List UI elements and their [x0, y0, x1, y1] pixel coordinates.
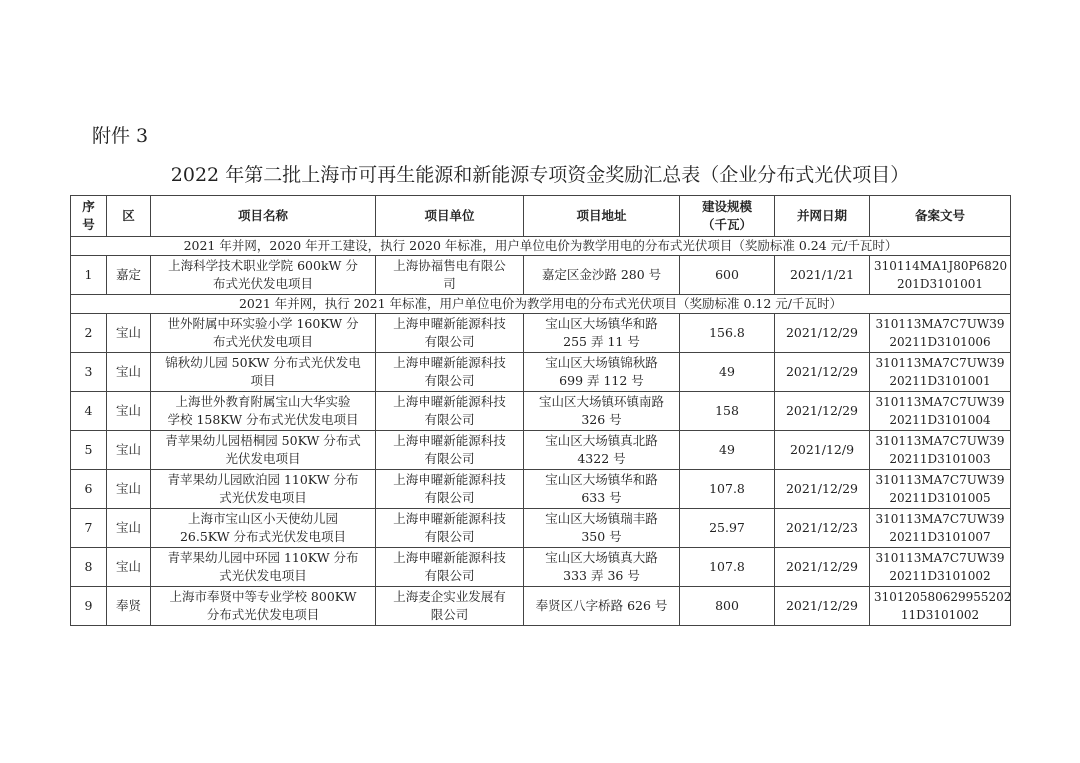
cell-scale — [680, 353, 775, 392]
cell-project-name-text: 世外附属中环实验小学 160KW 分 — [167, 316, 359, 331]
cell-project-unit-text: 有限公司 — [424, 529, 475, 544]
cell-project-name — [151, 392, 376, 431]
cell-district — [107, 353, 151, 392]
cell-project-address — [524, 314, 680, 353]
cell-scale-text: 49 — [719, 364, 735, 379]
cell-project-name — [151, 470, 376, 509]
cell-project-unit — [376, 314, 524, 353]
cell-project-name — [151, 587, 376, 626]
cell-project-unit — [376, 431, 524, 470]
cell-project-name-text: 上海世外教育附属宝山大华实验 — [175, 394, 351, 409]
attachment-label: 附件 3 — [92, 125, 149, 147]
cell-project-address — [524, 587, 680, 626]
cell-filing-number-text: 20211D3101004 — [889, 413, 991, 427]
header-grid-date: 并网日期 — [775, 196, 870, 237]
cell-project-unit-text: 有限公司 — [424, 334, 475, 349]
cell-scale-text: 800 — [715, 598, 739, 613]
cell-project-unit-text: 上海申曜新能源科技 — [393, 394, 506, 409]
cell-project-unit — [376, 353, 524, 392]
cell-project-address-text: 宝山区大场镇华和路 — [545, 316, 658, 331]
cell-scale-text: 156.8 — [709, 325, 745, 340]
cell-filing-number — [870, 587, 1011, 626]
cell-project-unit-text: 上海申曜新能源科技 — [393, 550, 506, 565]
cell-scale-text: 158 — [715, 403, 739, 418]
header-district: 区 — [107, 196, 151, 237]
cell-project-name — [151, 548, 376, 587]
cell-filing-number-text: 310113MA7C7UW39 — [875, 356, 1005, 370]
table-row — [71, 256, 1011, 295]
cell-project-address — [524, 431, 680, 470]
cell-project-name-text: 式光伏发电项目 — [219, 568, 307, 583]
cell-filing-number-text: 11D3101002 — [900, 608, 980, 622]
cell-district-text: 宝山 — [115, 442, 141, 457]
cell-filing-number-text: 201D3101001 — [897, 277, 983, 291]
cell-project-unit-text: 上海麦企实业发展有 — [393, 589, 506, 604]
cell-filing-number-text: 310120580629955202 — [874, 590, 1012, 604]
cell-project-unit-text: 有限公司 — [424, 412, 475, 427]
cell-district-text: 奉贤 — [115, 598, 141, 613]
cell-grid-date — [775, 548, 870, 587]
cell-seq — [71, 587, 107, 626]
cell-project-address — [524, 470, 680, 509]
cell-filing-number-text: 20211D3101006 — [889, 335, 991, 349]
cell-project-name — [151, 353, 376, 392]
cell-scale-text: 107.8 — [709, 559, 745, 574]
cell-seq — [71, 548, 107, 587]
cell-seq-text: 6 — [84, 481, 93, 496]
summary-table — [70, 195, 1011, 626]
cell-project-name-text: 锦秋幼儿园 50KW 分布式光伏发电 — [165, 355, 361, 370]
cell-project-unit-text: 有限公司 — [424, 490, 475, 505]
cell-project-unit — [376, 256, 524, 295]
cell-district — [107, 470, 151, 509]
cell-project-address-text: 699 弄 112 号 — [559, 373, 644, 388]
cell-scale-text: 25.97 — [709, 520, 745, 535]
cell-scale — [680, 431, 775, 470]
cell-filing-number — [870, 392, 1011, 431]
cell-filing-number-text: 310114MA1J80P6820 — [874, 259, 1008, 273]
cell-project-address-text: 宝山区大场镇环镇南路 — [538, 394, 664, 409]
cell-filing-number — [870, 548, 1011, 587]
cell-project-name-text: 式光伏发电项目 — [219, 490, 307, 505]
cell-scale — [680, 256, 775, 295]
cell-scale — [680, 314, 775, 353]
cell-project-address-text: 326 号 — [581, 412, 622, 427]
cell-project-address — [524, 353, 680, 392]
cell-filing-number-text: 310113MA7C7UW39 — [875, 512, 1005, 526]
cell-grid-date-text: 2021/12/29 — [785, 364, 859, 379]
table-row — [71, 314, 1011, 353]
cell-seq-text: 2 — [84, 325, 93, 340]
table-row — [71, 353, 1011, 392]
cell-project-address-text: 宝山区大场镇华和路 — [545, 472, 658, 487]
cell-project-name-text: 布式光伏发电项目 — [212, 276, 313, 291]
cell-project-name-text: 项目 — [250, 373, 276, 388]
cell-project-address-text: 宝山区大场镇锦秋路 — [545, 355, 658, 370]
cell-project-name — [151, 431, 376, 470]
cell-district-text: 宝山 — [115, 364, 141, 379]
cell-project-name-text: 青苹果幼儿园中环园 110KW 分布 — [167, 550, 359, 565]
cell-grid-date-text: 2021/12/29 — [785, 598, 859, 613]
cell-filing-number-text: 310113MA7C7UW39 — [875, 473, 1005, 487]
cell-project-address — [524, 509, 680, 548]
cell-district — [107, 587, 151, 626]
cell-seq-text: 4 — [84, 403, 93, 418]
cell-district-text: 宝山 — [115, 481, 141, 496]
cell-project-name-text: 分布式光伏发电项目 — [206, 607, 320, 622]
cell-district-text: 宝山 — [115, 520, 141, 535]
cell-project-unit — [376, 509, 524, 548]
cell-filing-number — [870, 353, 1011, 392]
table-row — [71, 587, 1011, 626]
cell-project-unit — [376, 587, 524, 626]
cell-scale — [680, 587, 775, 626]
cell-seq-text: 9 — [84, 598, 93, 613]
header-filing-number: 备案文号 — [870, 196, 1011, 237]
cell-seq-text: 5 — [84, 442, 93, 457]
cell-project-unit-text: 有限公司 — [424, 373, 475, 388]
cell-grid-date — [775, 256, 870, 295]
header-project-address: 项目地址 — [524, 196, 680, 237]
cell-grid-date — [775, 353, 870, 392]
cell-project-unit-text: 限公司 — [430, 607, 469, 622]
table-row — [71, 431, 1011, 470]
section-heading: 2021 年并网，2020 年开工建设，执行 2020 年标准，用户单位电价为教学用电的分布式光伏项目（奖励标准 0.24 元/千瓦时） — [71, 237, 1011, 256]
cell-project-unit-text: 司 — [443, 276, 456, 291]
cell-project-name-text: 上海市宝山区小天使幼儿园 — [187, 511, 338, 526]
cell-project-name — [151, 256, 376, 295]
cell-project-unit-text: 上海申曜新能源科技 — [393, 355, 506, 370]
cell-project-name-text: 青苹果幼儿园欧泊园 110KW 分布 — [167, 472, 359, 487]
cell-project-address-text: 嘉定区金沙路 280 号 — [541, 267, 662, 282]
cell-project-unit — [376, 392, 524, 431]
cell-filing-number-text: 310113MA7C7UW39 — [875, 395, 1005, 409]
cell-grid-date-text: 2021/12/29 — [785, 325, 859, 340]
cell-project-address-text: 宝山区大场镇真北路 — [545, 433, 658, 448]
cell-filing-number — [870, 509, 1011, 548]
cell-project-unit-text: 上海协福售电有限公 — [393, 258, 506, 273]
cell-grid-date — [775, 509, 870, 548]
cell-district-text: 宝山 — [115, 325, 141, 340]
cell-project-name-text: 上海市奉贤中等专业学校 800KW — [169, 589, 357, 604]
section-row-2021 — [71, 295, 1011, 314]
cell-district-text: 嘉定 — [115, 267, 141, 282]
cell-project-address-text: 333 弄 36 号 — [563, 568, 640, 583]
cell-grid-date-text: 2021/1/21 — [789, 267, 855, 282]
cell-project-address-text: 4322 号 — [577, 451, 626, 466]
header-seq — [71, 196, 107, 237]
cell-filing-number — [870, 314, 1011, 353]
cell-district-text: 宝山 — [115, 559, 141, 574]
cell-filing-number — [870, 256, 1011, 295]
cell-seq-text: 8 — [84, 559, 93, 574]
cell-scale-text: 600 — [715, 267, 739, 282]
cell-district-text: 宝山 — [115, 403, 141, 418]
table-row — [71, 548, 1011, 587]
cell-seq-text: 7 — [84, 520, 93, 535]
cell-filing-number-text: 20211D3101007 — [889, 530, 991, 544]
document-title: 2022 年第二批上海市可再生能源和新能源专项资金奖励汇总表（企业分布式光伏项目） — [170, 164, 910, 186]
header-project-unit: 项目单位 — [376, 196, 524, 237]
cell-filing-number — [870, 470, 1011, 509]
header-scale — [680, 196, 775, 237]
cell-project-unit-text: 有限公司 — [424, 451, 475, 466]
cell-grid-date-text: 2021/12/29 — [785, 481, 859, 496]
cell-project-name-text: 学校 158KW 分布式光伏发电项目 — [167, 412, 359, 427]
cell-grid-date — [775, 314, 870, 353]
cell-project-unit — [376, 470, 524, 509]
cell-project-name-text: 青苹果幼儿园梧桐园 50KW 分布式 — [165, 433, 361, 448]
cell-scale — [680, 509, 775, 548]
cell-project-address — [524, 392, 680, 431]
cell-district — [107, 256, 151, 295]
cell-project-unit — [376, 548, 524, 587]
cell-project-address-text: 宝山区大场镇真大路 — [545, 550, 658, 565]
cell-project-address — [524, 256, 680, 295]
cell-project-address-text: 633 号 — [581, 490, 622, 505]
cell-project-address-text: 255 弄 11 号 — [563, 334, 640, 349]
cell-project-address-text: 350 号 — [581, 529, 622, 544]
cell-grid-date-text: 2021/12/9 — [789, 442, 855, 457]
header-seq-line: 序 — [82, 199, 95, 214]
cell-filing-number-text: 310113MA7C7UW39 — [875, 317, 1005, 331]
cell-grid-date — [775, 392, 870, 431]
cell-project-name — [151, 509, 376, 548]
cell-filing-number-text: 20211D3101002 — [889, 569, 991, 583]
cell-seq — [71, 314, 107, 353]
cell-scale-text: 107.8 — [709, 481, 745, 496]
cell-project-name-text: 光伏发电项目 — [225, 451, 301, 466]
cell-grid-date-text: 2021/12/29 — [785, 403, 859, 418]
header-project-name: 项目名称 — [151, 196, 376, 237]
cell-filing-number-text: 20211D3101003 — [889, 452, 991, 466]
table-header-row — [71, 196, 1011, 237]
table-row — [71, 392, 1011, 431]
section-row-2020 — [71, 237, 1011, 256]
cell-project-unit-text: 有限公司 — [424, 568, 475, 583]
cell-seq — [71, 353, 107, 392]
cell-project-unit-text: 上海申曜新能源科技 — [393, 316, 506, 331]
cell-seq — [71, 256, 107, 295]
cell-scale — [680, 470, 775, 509]
cell-project-name-text: 上海科学技术职业学院 600kW 分 — [168, 258, 358, 273]
cell-project-name-text: 布式光伏发电项目 — [212, 334, 313, 349]
cell-grid-date — [775, 470, 870, 509]
cell-district — [107, 392, 151, 431]
cell-filing-number-text: 310113MA7C7UW39 — [875, 551, 1005, 565]
cell-seq-text: 3 — [84, 364, 93, 379]
cell-grid-date-text: 2021/12/29 — [785, 559, 859, 574]
cell-project-address-text: 宝山区大场镇瑞丰路 — [545, 511, 658, 526]
cell-scale — [680, 548, 775, 587]
cell-district — [107, 314, 151, 353]
cell-project-unit-text: 上海申曜新能源科技 — [393, 472, 506, 487]
cell-grid-date-text: 2021/12/23 — [785, 520, 859, 535]
header-seq-line: 号 — [82, 217, 95, 232]
cell-district — [107, 509, 151, 548]
cell-filing-number-text: 20211D3101005 — [889, 491, 991, 505]
cell-scale — [680, 392, 775, 431]
table-row — [71, 470, 1011, 509]
cell-district — [107, 431, 151, 470]
cell-seq — [71, 509, 107, 548]
cell-project-address-text: 奉贤区八字桥路 626 号 — [535, 598, 668, 613]
header-scale-line: （千瓦） — [701, 217, 752, 232]
section-heading: 2021 年并网，执行 2021 年标准，用户单位电价为教学用电的分布式光伏项目（奖励标准 0.12 元/千瓦时） — [71, 295, 1011, 314]
cell-project-unit-text: 上海申曜新能源科技 — [393, 433, 506, 448]
cell-district — [107, 548, 151, 587]
cell-seq — [71, 392, 107, 431]
cell-filing-number-text: 310113MA7C7UW39 — [875, 434, 1005, 448]
cell-project-address — [524, 548, 680, 587]
cell-grid-date — [775, 587, 870, 626]
cell-seq — [71, 470, 107, 509]
cell-filing-number-text: 20211D3101001 — [889, 374, 991, 388]
table-row — [71, 509, 1011, 548]
cell-filing-number — [870, 431, 1011, 470]
header-scale-line: 建设规模 — [701, 199, 752, 214]
cell-project-name — [151, 314, 376, 353]
cell-project-unit-text: 上海申曜新能源科技 — [393, 511, 506, 526]
cell-seq-text: 1 — [84, 267, 93, 282]
cell-grid-date — [775, 431, 870, 470]
cell-project-name-text: 26.5KW 分布式光伏发电项目 — [179, 529, 347, 544]
cell-seq — [71, 431, 107, 470]
cell-scale-text: 49 — [719, 442, 735, 457]
